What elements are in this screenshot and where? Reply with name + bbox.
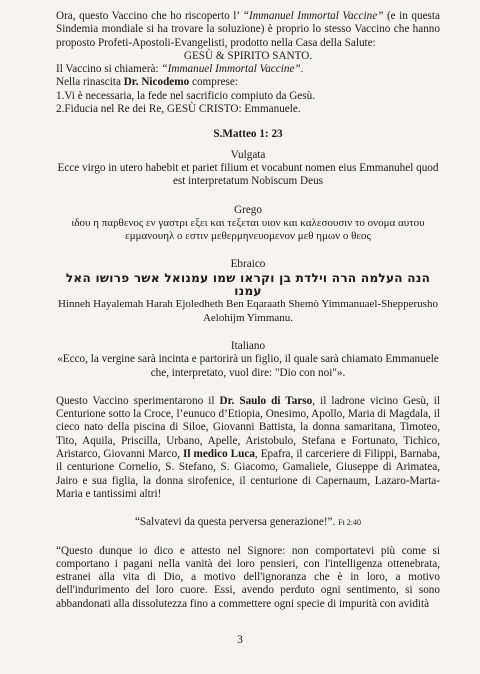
luca-name: Il medico Luca bbox=[183, 448, 255, 461]
vaccine-name-line: Il Vaccino si chiamerà: “Immanuel Immortal Vaccine”. bbox=[56, 63, 304, 76]
quote-line: “Salvatevi da questa perversa generazione!”. Ft 2:40 bbox=[134, 516, 362, 529]
list-item-2: 2.Fiducia nel Re dei Re, GESÙ CRISTO: Emmanuele. bbox=[56, 103, 301, 116]
witnesses-paragraph: Questo Vaccino sperimentarono il Dr. Saulo di Tarso, il ladrone vicino Gesù, il Centurione sotto la Croce, l’eunuco d’Etiopia, Onesimo, Apollo, Maria di Magdala, il cieco nato della piscina di Siloe, Giovanni Battista, la donna samaritana, Timoteo, Tito, Aquila, Priscilla, Urbano, Apelle, Aristobulo, Stefana e Fortunato, Tichico, Aristarco, Giovanni Marco, Il medico Luca, Epafra, il carceriere di Filippi, Barnaba, il centurione Cornelio, S. Stefano, S. Giacomo, Gamaliele, Giuseppe di Arimatea, Jairo e sua figlia, la donna sirofenice, il centurione di Capernaum, Lazaro-Marta-Maria e tantissimi altri! bbox=[56, 394, 441, 500]
saulo-name: Dr. Saulo di Tarso bbox=[219, 394, 313, 407]
page-number: 3 bbox=[237, 634, 243, 646]
quote-reference: Ft 2:40 bbox=[338, 518, 362, 528]
verse-vulgata: Ecce virgo in utero habebit et pariet filium et vocabunt nomen eius Emmanuhel quod est interpretatum Nobiscum Deus bbox=[57, 161, 439, 188]
verse-hebrew-transliteration: Hinneh Hayalemah Harah Ejoledheth Ben Eqaraath Shemò Yimmanuael-Shepperusho Aelohijm Yimmanu. bbox=[58, 298, 438, 324]
lang-label-hebrew: Ebraico bbox=[230, 258, 266, 271]
section-heading: S.Matteo 1: 23 bbox=[213, 128, 283, 141]
intro-text: Ora, questo Vaccino che ho riscoperto l’ bbox=[56, 10, 243, 22]
list-item-1: 1.Vi è necessaria, la fede nel sacrificio compiuto da Gesù. bbox=[56, 89, 316, 102]
ephesians-paragraph: “Questo dunque io dico e attesto nel Signore: non comportatevi più come si comportano i pagani nella vanità dei loro pensieri, con l'intelligenza ottenebrata, estranei alla vita di Dio, a motivo dell'ignoranza che è in loro, a motivo dell'indurimento del loro cuore. Essi, avendo perduto ogni sentimento, si sono abbandonati alla dissolutezza fino a commettere ogni specie di impurità con avidità bbox=[56, 544, 440, 610]
vaccine-name: “Immanuel Immortal Vaccine” bbox=[242, 10, 384, 22]
nicodemo-name: Dr. Nicodemo bbox=[123, 76, 190, 89]
verse-greek: ιδου η παρθενος εν γαστρι εξει και τεξεται υιον και καλεσουσιν το ονομα αυτου εμμανουηλ ο εστιν μεθερμηνευομενον μεθ ημων ο θεος bbox=[71, 216, 425, 243]
health-house-line: GESÙ & SPIRITO SANTO. bbox=[183, 49, 313, 62]
lang-label-vulgata: Vulgata bbox=[230, 148, 266, 161]
nicodemo-line: Nella rinascita Dr. Nicodemo comprese: bbox=[56, 76, 238, 89]
lang-label-italian: Italiano bbox=[230, 339, 266, 352]
verse-hebrew: הנה העלמה הרה וילדת בן וקראו שמו עמנואל אשר פרושו האל עמנו bbox=[65, 270, 431, 299]
lang-label-greek: Grego bbox=[234, 203, 262, 216]
vaccine-name: “Immanuel Immortal Vaccine” bbox=[161, 63, 301, 76]
verse-italian: «Ecco, la vergine sarà incinta e partorirà un figlio, il quale sarà chiamato Emmanuele che, interpretato, vuol dire: "Dio con noi"». bbox=[57, 353, 439, 379]
intro-text-continued: (e in questa Sindemia mondiale si ha trovare la soluzione) è proprio lo stesso Vaccino che hanno proposto Profeti-Apostoli-Evangelisti, prodotto nella Casa della Salute: bbox=[56, 10, 440, 49]
intro-paragraph bbox=[56, 10, 440, 50]
